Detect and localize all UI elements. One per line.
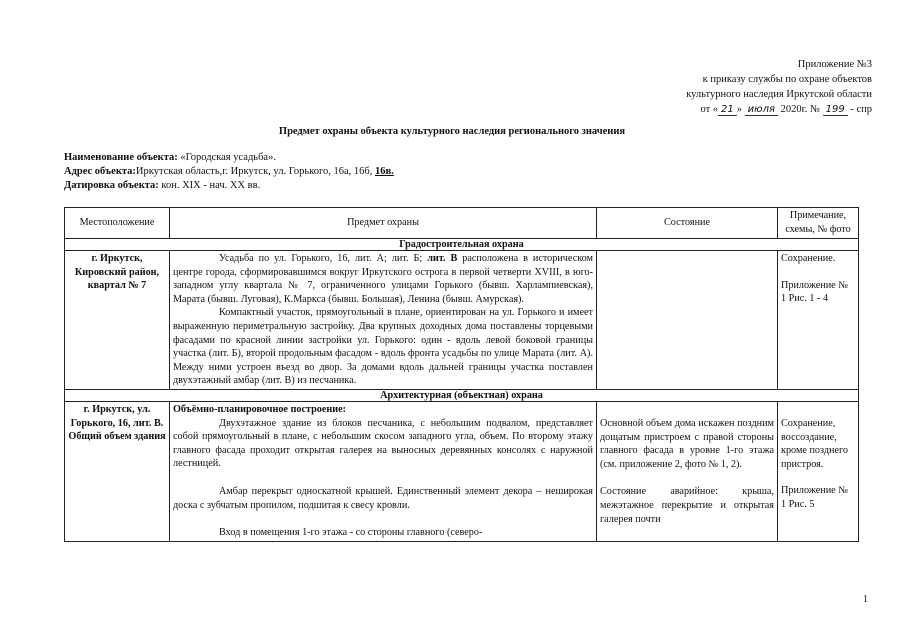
appendix-number: Приложение №3 xyxy=(797,59,872,70)
order-authority: культурного наследия Иркутской области xyxy=(686,89,872,100)
row2-subject xyxy=(170,401,597,541)
table-row xyxy=(65,401,859,541)
protection-table xyxy=(64,207,859,542)
object-info xyxy=(64,151,394,193)
row1-notes: Сохранение. Приложение № 1 Рис. 1 - 4 xyxy=(778,251,859,390)
header-location: Местоположение xyxy=(65,208,170,239)
header-state: Состояние xyxy=(597,208,778,239)
section-row xyxy=(65,389,859,401)
row2-state: Основной объем дома искажен поздним дощатым пристроем с правой стороны главного фасада в уровне 1-го этажа (см. приложение 2, фото № 1, 2). Состояние аварийное: крыша, межэтажное перекрытие и открытая галерея почти xyxy=(597,401,778,541)
section-urban-protection: Градостроительная охрана xyxy=(65,239,859,251)
row2-paragraph-3: Вход в помещения 1-го этажа - со стороны главного (северо- xyxy=(219,527,483,539)
row2-paragraph-1: Двухэтажное здание из блоков песчаника, с небольшим подвалом, представляет собой прямоугольный в плане, с небольшим скосом западного угла, объем. По второму этажу главного фасада проходит открытая галерея на выносных деревянных консолях с наружной лестницей. xyxy=(173,417,593,470)
order-header xyxy=(686,57,872,117)
section-row xyxy=(65,239,859,251)
row1-state xyxy=(597,251,778,390)
document-title: Предмет охраны объекта культурного наследия регионального значения xyxy=(278,126,626,137)
row1-subject xyxy=(170,251,597,390)
row2-heading: Объёмно-планировочное построение: xyxy=(173,403,347,415)
handwritten-number: 199 xyxy=(823,104,848,116)
object-dating-line: Датировка объекта: кон. XIX - нач. XX вв. xyxy=(64,180,261,191)
row1-paragraph-2: Компактный участок, прямоугольный в плане, ориентирован на ул. Горького и имеет выраженную периметральную застройку. Два крупных доходных дома поставлены торцевыми фасадами по красной линии застройки ул. Горького: один - вдоль левой боковой границы участка (лит. Б), второй продольным фасадом - вдоль фронта усадьбы по улице Марата (лит. А). Между ними устроен въезд во двор. За домами вдоль дальней границы участка поставлен двухэтажный амбар (лит. В) из песчаника. xyxy=(173,307,593,387)
order-date-line: от « 21 » июля 2020г. № 199 - спр xyxy=(700,104,872,115)
table-header-row xyxy=(65,208,859,239)
header-notes: Примечание, схемы, № фото xyxy=(778,208,859,239)
table-row xyxy=(65,251,859,390)
object-name-line: Наименование объекта: «Городская усадьба». xyxy=(64,152,276,163)
row2-paragraph-2: Амбар перекрыт односкатной крышей. Единственный элемент декора – неширокая доска с зубчатым пропилом, подшитая к свесу кровли. xyxy=(173,485,593,511)
header-subject: Предмет охраны xyxy=(170,208,597,239)
row1-paragraph-1: Усадьба по ул. Горького, 16, лит. А; лит. Б; лит. В расположена в историческом центре города, сформировавшимся вокруг Иркутского острога в первой четверти XVIII, в юго-западном углу квартала № 7, ограниченного улицами Горького (бывш. Харлампиевская), Марата (бывш. Луговая), К.Маркса (бывш. Большая), Ленина (бывш. Амурская). xyxy=(173,253,593,305)
page-number: 1 xyxy=(863,594,868,605)
object-address-line: Адрес объекта:Иркутская область,г. Иркутск, ул. Горького, 16а, 16б, 16в. xyxy=(64,166,394,177)
row2-location: г. Иркутск, ул. Горького, 16, лит. В. Общий объем здания xyxy=(65,401,170,541)
row2-notes: Сохранение, воссоздание, кроме позднего пристроя. Приложение № 1 Рис. 5 xyxy=(778,401,859,541)
handwritten-month: июля xyxy=(745,104,778,116)
row1-location: г. Иркутск, Кировский район, квартал № 7 xyxy=(65,251,170,390)
order-reference: к приказу службы по охране объектов xyxy=(702,74,872,85)
handwritten-day: 21 xyxy=(718,104,737,116)
section-architectural-protection: Архитектурная (объектная) охрана xyxy=(65,389,859,401)
